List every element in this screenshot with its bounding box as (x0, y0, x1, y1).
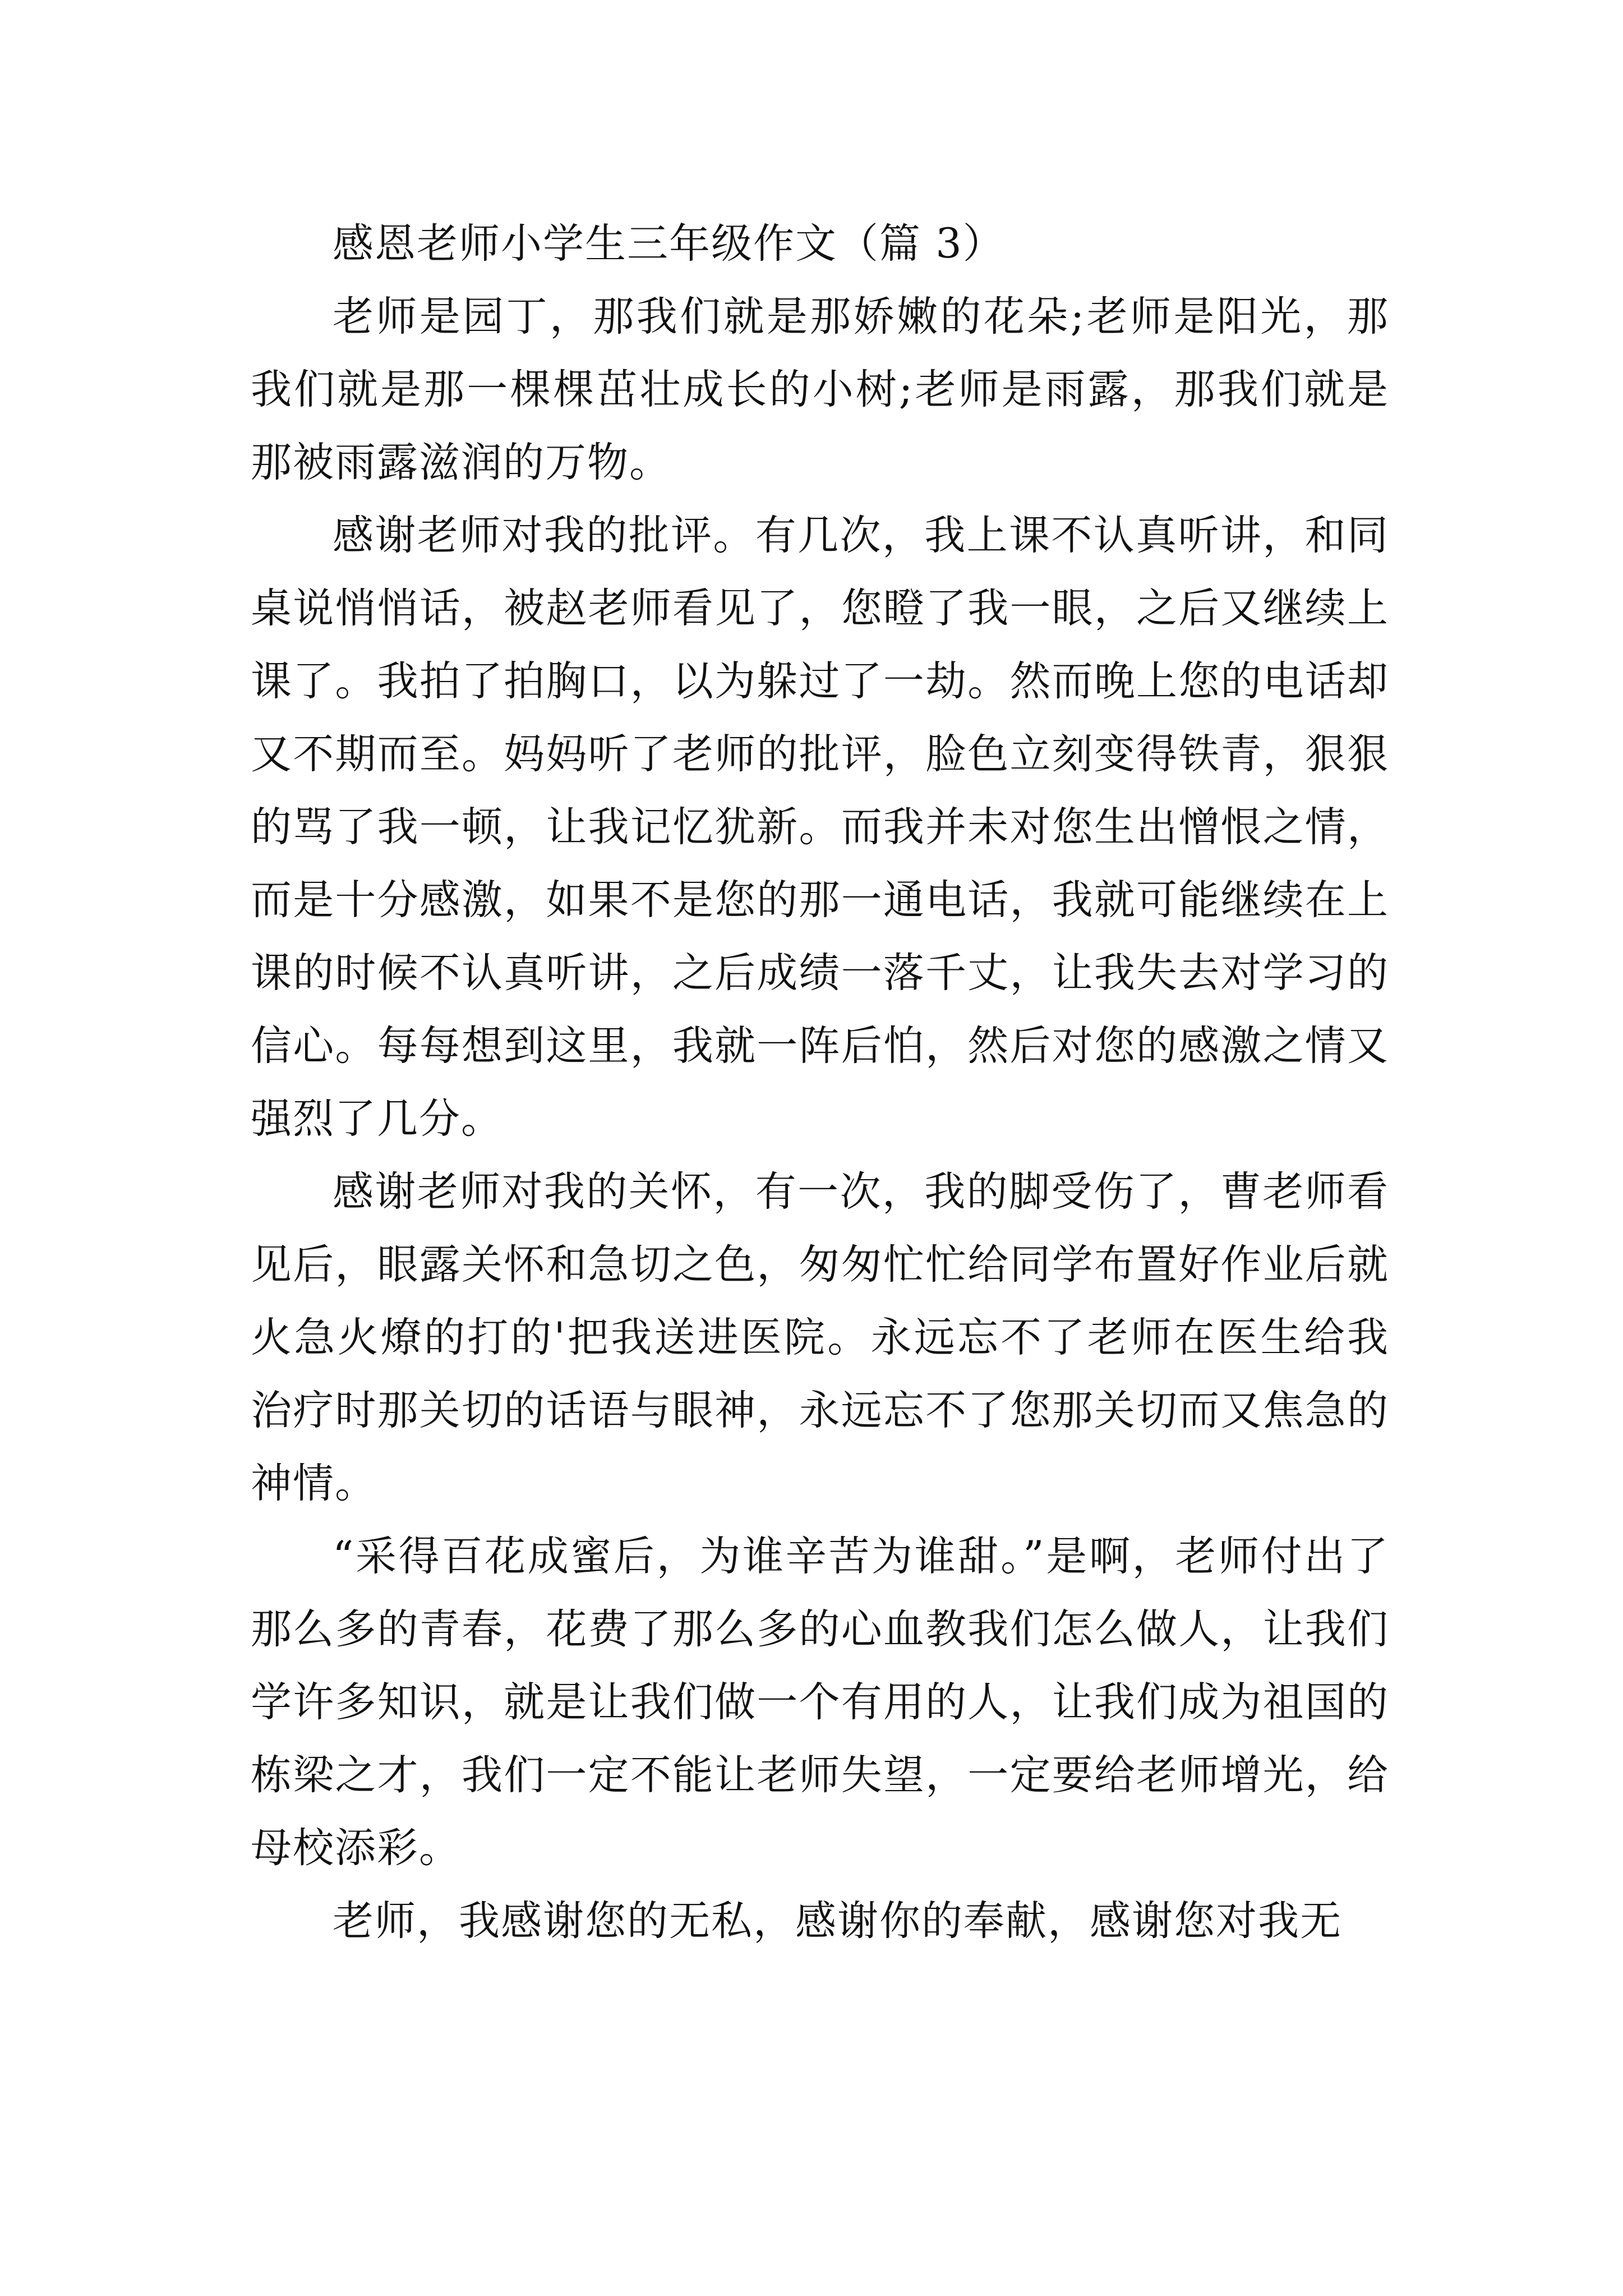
article-title: 感恩老师小学生三年级作文（篇 3） (333, 220, 1005, 268)
paragraph-5: 老师，我感谢您的无私，感谢你的奉献，感谢您对我无 (333, 1897, 1342, 1945)
paragraph-2: 感谢老师对我的批评。有几次，我上课不认真听讲，和同桌说悄悄话，被赵老师看见了，您瞪了我一眼，之后又继续上课了。我拍了拍胸口，以为躲过了一劫。然而晚上您的电话却又不期而至。妈妈听了老师的批评，脸色立刻变得铁青，狠狠的骂了我一顿，让我记忆犹新。而我并未对您生出憎恨之情，而是十分感激，如果不是您的那一通电话，我就可能继续在上课的时候不认真听讲，之后成绩一落千丈，让我失去对学习的信心。每每想到这里，我就一阵后怕，然后对您的感激之情又强烈了几分。 (251, 512, 1389, 1143)
paragraph-3: 感谢老师对我的关怀，有一次，我的脚受伤了，曹老师看见后，眼露关怀和急切之色，匆匆忙忙给同学布置好作业后就火急火燎的打的'把我送进医院。永远忘不了老师在医生给我治疗时那关切的话语与眼神，永远忘不了您那关切而又焦急的神情。 (251, 1168, 1389, 1507)
paragraph-4: “采得百花成蜜后，为谁辛苦为谁甜。”是啊，老师付出了那么多的青春，花费了那么多的心血教我们怎么做人，让我们学许多知识，就是让我们做一个有用的人，让我们成为祖国的栋梁之才，我们一定不能让老师失望，一定要给老师增光，给母校添彩。 (251, 1533, 1389, 1872)
paragraph-1: 老师是园丁，那我们就是那娇嫩的花朵;老师是阳光，那我们就是那一棵棵茁壮成长的小树;老师是雨露，那我们就是那被雨露滋润的万物。 (251, 293, 1389, 486)
article-body (251, 208, 1389, 1958)
